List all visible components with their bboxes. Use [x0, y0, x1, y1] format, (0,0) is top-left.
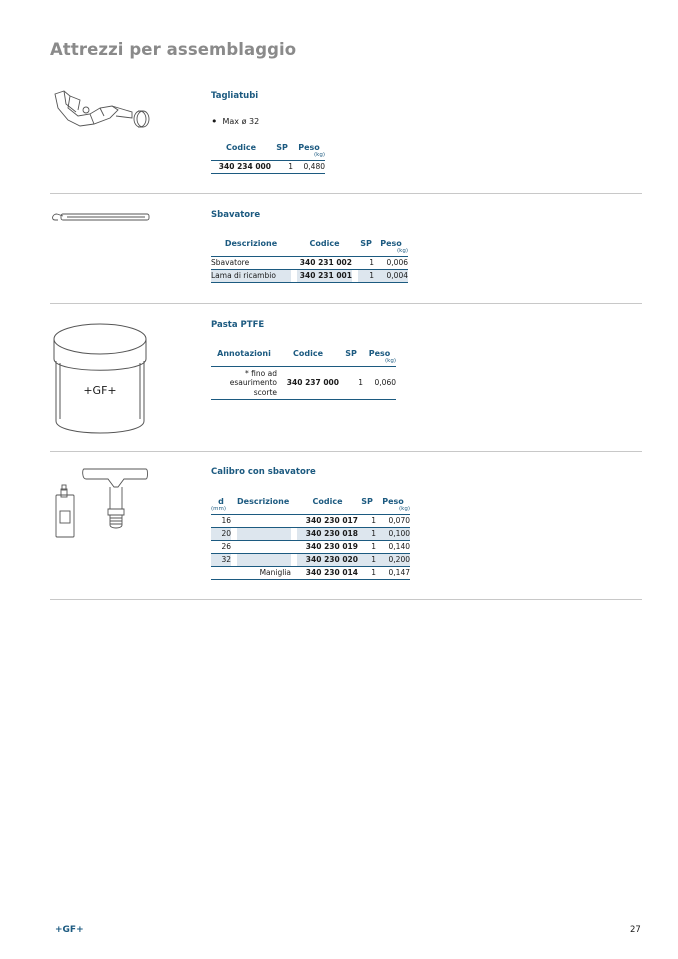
cell-sp: 1 [358, 553, 376, 566]
table-row [211, 514, 410, 527]
cell-codice: 340 231 002 [299, 258, 352, 267]
header-sp: SP [276, 143, 288, 152]
header-descrizione: Descrizione [224, 239, 278, 248]
cell-descrizione [237, 514, 291, 527]
cell-sp: 1 [358, 269, 374, 282]
cell-sp: 1 [369, 258, 374, 267]
table-row [211, 527, 410, 540]
header-peso-unit: (kg) [399, 506, 410, 512]
cell-codice: 340 230 014 [305, 568, 358, 577]
cell-d: 26 [221, 542, 231, 551]
cell-codice: 340 231 001 [297, 269, 352, 282]
table-row [211, 540, 410, 553]
header-peso: Peso [298, 143, 320, 152]
section-divider [50, 193, 642, 194]
bullet-icon: • [211, 115, 218, 128]
header-d-unit: (mm) [211, 506, 227, 512]
annotation-line: scorte [253, 387, 277, 397]
section-divider [50, 599, 642, 600]
cell-sp: 1 [288, 162, 293, 171]
cell-peso: 0,100 [376, 527, 410, 540]
cell-peso: 0,070 [388, 516, 410, 525]
tagliatubi-table [211, 139, 325, 174]
page-title: Attrezzi per assemblaggio [50, 40, 297, 59]
pipe-cutter-image [50, 86, 160, 136]
header-peso: Peso [382, 497, 404, 506]
header-codice: Codice [225, 143, 256, 152]
section-title-pasta-ptfe: Pasta PTFE [211, 320, 265, 330]
calibro-table [211, 493, 410, 580]
cell-descrizione [237, 553, 291, 566]
cell-codice: 340 237 000 [286, 378, 339, 388]
cell-d: 32 [211, 553, 231, 566]
cell-codice: 340 230 019 [305, 542, 358, 551]
cell-d: 20 [211, 527, 231, 540]
table-row [211, 366, 396, 400]
header-peso: Peso [380, 239, 402, 248]
ptfe-paste-jar-image [50, 319, 150, 437]
cell-peso: 0,060 [374, 378, 396, 388]
cell-peso: 0,200 [376, 553, 410, 566]
table-row [211, 269, 408, 282]
cell-descrizione: Maniglia [259, 568, 291, 577]
table-row [211, 256, 408, 269]
header-peso-unit: (kg) [397, 248, 408, 254]
cell-peso: 0,147 [388, 568, 410, 577]
cell-peso: 0,140 [388, 542, 410, 551]
section-title-tagliatubi: Tagliatubi [211, 91, 259, 101]
sbavatore-table [211, 235, 408, 283]
header-codice: Codice [312, 497, 343, 506]
cell-sp: 1 [371, 516, 376, 525]
spec-bullet [211, 114, 259, 127]
cell-descrizione [237, 527, 291, 540]
annotation-line: esaurimento [229, 378, 277, 387]
header-codice: Codice [292, 349, 323, 358]
deburrer-image [49, 210, 153, 224]
jar-label: +GF+ [83, 384, 117, 397]
header-d: d [218, 497, 224, 506]
cell-sp: 1 [358, 378, 363, 388]
header-sp: SP [361, 497, 373, 506]
bullet-text: Max ø 32 [222, 117, 260, 126]
cell-peso: 0,006 [386, 258, 408, 267]
annotation-line: * fino ad [245, 368, 277, 378]
gauge-deburrer-image [50, 465, 150, 543]
header-codice: Codice [309, 239, 340, 248]
cell-descrizione: Sbavatore [211, 258, 250, 267]
cell-codice: 340 230 017 [305, 516, 358, 525]
section-title-calibro: Calibro con sbavatore [211, 467, 316, 477]
cell-peso: 0,480 [303, 162, 325, 171]
header-descrizione: Descrizione [237, 497, 290, 506]
cell-codice: 340 234 000 [218, 162, 271, 171]
cell-sp: 1 [371, 568, 376, 577]
table-row [211, 553, 410, 566]
cell-descrizione: Lama di ricambio [211, 269, 291, 282]
header-annotazioni: Annotazioni [217, 349, 271, 358]
table-row [211, 566, 410, 579]
page-number: 27 [630, 925, 641, 935]
cell-annotazioni [211, 366, 277, 400]
section-title-sbavatore: Sbavatore [211, 210, 261, 220]
section-divider [50, 451, 642, 452]
table-row [211, 160, 325, 173]
gf-logo: +GF+ [55, 925, 84, 935]
header-sp: SP [360, 239, 372, 248]
cell-d: 16 [221, 516, 231, 525]
header-peso-unit: (kg) [314, 152, 325, 158]
header-sp: SP [345, 349, 357, 358]
cell-codice: 340 230 020 [297, 553, 358, 566]
cell-codice: 340 230 018 [297, 527, 358, 540]
cell-sp: 1 [358, 527, 376, 540]
section-divider [50, 303, 642, 304]
cell-d [211, 566, 231, 579]
header-peso: Peso [368, 349, 391, 358]
cell-descrizione [237, 540, 291, 553]
cell-peso: 0,004 [374, 269, 408, 282]
cell-sp: 1 [371, 542, 376, 551]
header-peso-unit: (kg) [385, 358, 396, 364]
pasta-ptfe-table [211, 345, 396, 400]
